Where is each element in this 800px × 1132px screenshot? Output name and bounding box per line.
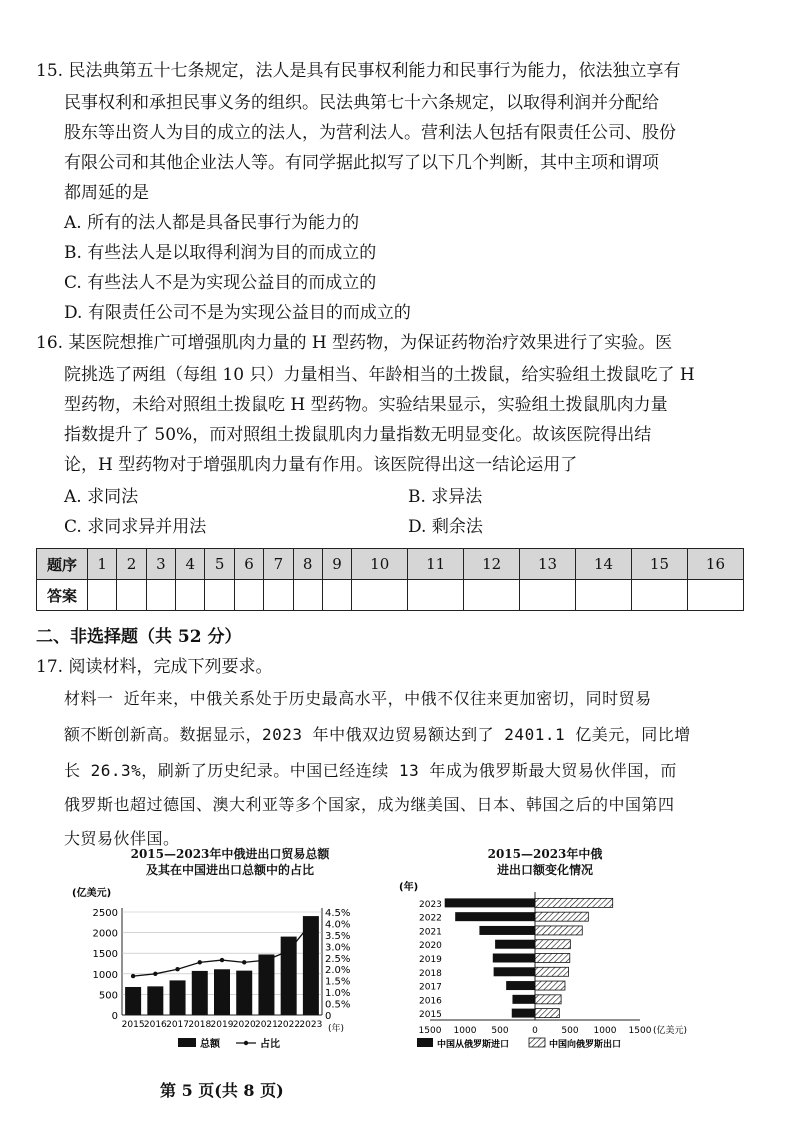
chart2-title-line2: 进出口额变化情况 xyxy=(496,863,593,877)
material-line-2: 额不断创新高。数据显示，2023 年中俄双边贸易额达到了 2401.1 亿美元，同比增 xyxy=(64,725,691,744)
q15-line-2: 民事权利和承担民事义务的组织。民法典第七十六条规定，以取得利润并分配给 xyxy=(64,93,659,113)
chart2-import-bar xyxy=(445,898,535,907)
chart1-y2tick-label: 1.5% xyxy=(325,976,351,988)
answer-cell[interactable] xyxy=(146,580,175,611)
chart1-y2tick-label: 2.0% xyxy=(325,965,351,977)
chart2-export-bar xyxy=(535,995,561,1004)
answer-table-number: 5 xyxy=(205,549,234,580)
chart1-title-line2: 及其在中国进出口总额中的占比 xyxy=(145,863,314,877)
q17-title: 17. 阅读材料，完成下列要求。 xyxy=(36,657,273,677)
answer-table-number: 4 xyxy=(176,549,205,580)
chart2-ytick-label: 2023 xyxy=(419,899,442,910)
answer-cell[interactable] xyxy=(176,580,205,611)
chart2-import-bar xyxy=(512,995,535,1004)
chart2-export-bar xyxy=(535,954,570,963)
q15-option-b: B. 有些法人是以取得利润为目的而成立的 xyxy=(64,243,377,263)
chart1-bar xyxy=(214,969,230,1015)
q15-option-d: D. 有限责任公司不是为实现公益目的而成立的 xyxy=(64,303,411,323)
chart2-import-bar xyxy=(494,967,535,976)
q15-line-4: 有限公司和其他企业法人等。有同学据此拟写了以下几个判断，其中主项和谓项 xyxy=(64,153,659,173)
answer-cell[interactable] xyxy=(293,580,322,611)
answer-cell[interactable] xyxy=(117,580,146,611)
chart1-xtick-label: 2021 xyxy=(254,1020,278,1030)
chart1-bar xyxy=(170,980,186,1015)
answer-table-number: 1 xyxy=(88,549,117,580)
chart2-import-bar xyxy=(495,940,535,949)
chart2-export-bar xyxy=(535,940,570,949)
chart1-bar xyxy=(192,971,208,1015)
chart1-ratio-point xyxy=(153,972,157,976)
chart1-xtick-label: 2016 xyxy=(143,1020,167,1030)
q15-option-c: C. 有些法人不是为实现公益目的而成立的 xyxy=(64,273,377,293)
chart1-bar xyxy=(125,987,141,1015)
chart2-xtick-label: 1000 xyxy=(593,1026,617,1036)
q16-option-d: D. 剩余法 xyxy=(408,517,483,537)
chart2-xtick-label: 1500 xyxy=(628,1026,652,1036)
chart2-legend-import-swatch xyxy=(417,1038,433,1047)
chart1-bar xyxy=(236,971,252,1015)
material-line-4: 俄罗斯也超过德国、澳大利亚等多个国家，成为继美国、日本、韩国之后的中国第四 xyxy=(64,795,675,814)
answer-cell[interactable] xyxy=(352,580,408,611)
chart2-ytick-label: 2022 xyxy=(419,913,442,924)
chart2-export-bar xyxy=(535,1009,559,1018)
chart2-ytick-label: 2017 xyxy=(419,982,442,993)
section-2-title: 二、非选择题（共 52 分） xyxy=(36,627,242,647)
chart1-legend-bar-label: 总额 xyxy=(200,1039,220,1050)
chart2-xtick-label: 500 xyxy=(491,1026,509,1036)
material-line-3: 长 26.3%，刷新了历史纪录。中国已经连续 13 年成为俄罗斯最大贸易伙伴国，而 xyxy=(64,761,677,780)
chart1-ratio-point xyxy=(309,921,313,925)
chart2-xtick-label: 1500 xyxy=(418,1026,442,1036)
answer-cell[interactable] xyxy=(205,580,234,611)
answer-table-row1-label: 题序 xyxy=(37,549,88,580)
chart2-export-bar xyxy=(535,912,588,921)
q16-line-1: 16. 某医院想推广可增强肌肉力量的 H 型药物，为保证药物治疗效果进行了实验。医 xyxy=(36,333,673,353)
chart2-export-bar xyxy=(535,926,582,935)
chart2-ytick-label: 2020 xyxy=(419,941,442,952)
answer-table-number: 7 xyxy=(264,549,293,580)
q16-line-5: 论，H 型药物对于增强肌肉力量有作用。该医院得出这一结论运用了 xyxy=(64,455,578,475)
q15-option-a: A. 所有的法人都是具备民事行为能力的 xyxy=(64,213,360,233)
chart2-legend-export-label: 中国向俄罗斯出口 xyxy=(549,1040,622,1050)
answer-cell[interactable] xyxy=(408,580,464,611)
chart1-ratio-point xyxy=(131,974,135,978)
chart1-ytick-label: 1000 xyxy=(92,969,118,981)
chart1-ytick-label: 2500 xyxy=(92,908,118,919)
chart2-import-bar xyxy=(506,981,535,990)
q16-option-c: C. 求同求异并用法 xyxy=(64,517,207,537)
chart1-y2tick-label: 3.0% xyxy=(325,942,351,954)
q16-option-b: B. 求异法 xyxy=(408,487,483,507)
chart1-y2tick-label: 3.5% xyxy=(325,930,351,942)
answer-cell[interactable] xyxy=(687,580,743,611)
chart2-ytick-label: 2021 xyxy=(419,927,442,938)
q15-line-3: 股东等出资人为目的成立的法人，为营利法人。营利法人包括有限责任公司、股份 xyxy=(64,123,676,143)
q15-line-1: 15. 民法典第五十七条规定，法人是具有民事权利能力和民事行为能力，依法独立享有 xyxy=(36,61,681,81)
chart2-import-bar xyxy=(493,954,535,963)
chart1-xtick-label: 2019 xyxy=(210,1020,234,1030)
chart2-xtick-label: 500 xyxy=(561,1026,579,1036)
answer-table-number: 6 xyxy=(234,549,263,580)
chart1-ytick-label: 1500 xyxy=(92,949,118,961)
answer-cell[interactable] xyxy=(264,580,293,611)
chart2-xlabel: (亿美元) xyxy=(653,1026,688,1036)
chart1-y2tick-label: 0.5% xyxy=(325,999,351,1011)
answer-table-number: 12 xyxy=(464,549,520,580)
answer-cell[interactable] xyxy=(322,580,351,611)
answer-table-number: 8 xyxy=(293,549,322,580)
page-number: 第 5 页(共 8 页) xyxy=(160,1081,284,1100)
answer-cell[interactable] xyxy=(632,580,688,611)
chart2-export-bar xyxy=(535,967,569,976)
chart2-import-bar xyxy=(479,926,535,935)
chart2-ytick-label: 2019 xyxy=(419,955,442,965)
chart1-bar xyxy=(281,937,297,1015)
q15-line-5: 都周延的是 xyxy=(64,183,149,203)
chart2-legend-export-swatch xyxy=(529,1038,545,1047)
answer-cell[interactable] xyxy=(576,580,632,611)
answer-table-number: 2 xyxy=(117,549,146,580)
chart2-export-bar xyxy=(535,898,613,907)
answer-table-number: 15 xyxy=(632,549,688,580)
chart1-xtick-label: 2022 xyxy=(277,1020,301,1030)
answer-table-answer-row xyxy=(37,580,744,611)
chart1-y2tick-label: 0 xyxy=(325,1011,332,1022)
q16-line-2: 院挑选了两组（每组 10 只）力量相当、年龄相当的土拨鼠，给实验组土拨鼠吃了 H xyxy=(64,365,695,385)
chart2-import-bar xyxy=(455,912,535,921)
chart1-y2tick-label: 1.0% xyxy=(325,988,351,1000)
chart1-xlabel: (年) xyxy=(328,1024,345,1034)
chart2-ytick-label: 2015 xyxy=(419,1010,442,1021)
answer-table-row2-label: 答案 xyxy=(37,580,88,611)
chart2-xtick-label: 0 xyxy=(532,1026,538,1036)
answer-cell[interactable] xyxy=(88,580,117,611)
chart1-xtick-label: 2018 xyxy=(188,1020,212,1030)
chart1-legend-bar-swatch xyxy=(178,1038,196,1047)
chart1-y2tick-label: 2.5% xyxy=(325,953,351,965)
chart1-y2tick-label: 4.5% xyxy=(325,908,351,919)
chart2-xtick-label: 1000 xyxy=(453,1026,477,1036)
q16-line-4: 指数提升了 50%，而对照组土拨鼠肌肉力量指数无明显变化。故该医院得出结 xyxy=(64,425,652,445)
answer-table-number: 14 xyxy=(576,549,632,580)
chart1-xtick-label: 2015 xyxy=(121,1020,145,1030)
chart2-import-bar xyxy=(512,1009,535,1018)
chart1-bar xyxy=(147,986,163,1015)
answer-table-number-row xyxy=(37,549,744,580)
material-line-1: 材料一 近年来，中俄关系处于历史最高水平，中俄不仅往来更加密切，同时贸易 xyxy=(64,689,652,708)
chart1-xtick-label: 2020 xyxy=(232,1020,256,1030)
chart1-ylabel: (亿美元) xyxy=(72,888,112,899)
q16-line-3: 型药物，未给对照组土拨鼠吃 H 型药物。实验结果显示，实验组土拨鼠肌肉力量 xyxy=(64,395,668,415)
chart1-xtick-label: 2023 xyxy=(299,1020,323,1030)
chart2-ylabel: (年) xyxy=(399,882,419,893)
chart2-ytick-label: 2016 xyxy=(419,996,442,1007)
chart1-ratio-point xyxy=(286,949,290,953)
chart2-export-bar xyxy=(535,981,565,990)
chart2-ytick-label: 2018 xyxy=(419,968,442,979)
chart1-y2tick-label: 4.0% xyxy=(325,919,351,931)
chart1-ratio-point xyxy=(198,960,202,964)
answer-table-number: 13 xyxy=(520,549,576,580)
chart1-legend-line-label: 占比 xyxy=(260,1039,280,1050)
chart2-title-line1: 2015—2023年中俄 xyxy=(487,847,603,861)
answer-cell[interactable] xyxy=(520,580,576,611)
chart1-legend-line-marker xyxy=(244,1041,248,1045)
answer-table-number: 11 xyxy=(408,549,464,580)
chart2-import-export xyxy=(395,878,695,1058)
chart1-xtick-label: 2017 xyxy=(166,1020,190,1030)
chart1-ratio-point xyxy=(242,960,246,964)
answer-table-number: 16 xyxy=(687,549,743,580)
chart1-bar xyxy=(258,954,274,1015)
chart1-ytick-label: 0 xyxy=(111,1011,118,1022)
chart2-legend-import-label: 中国从俄罗斯进口 xyxy=(437,1040,510,1050)
answer-table-number: 10 xyxy=(352,549,408,580)
chart1-ytick-label: 500 xyxy=(98,990,118,1002)
answer-cell[interactable] xyxy=(234,580,263,611)
chart1-trade-total xyxy=(70,878,390,1058)
material-line-5: 大贸易伙伴国。 xyxy=(64,829,180,848)
chart1-ytick-label: 2000 xyxy=(92,928,118,940)
answer-table-number: 3 xyxy=(146,549,175,580)
answer-table xyxy=(36,548,744,611)
answer-table-number: 9 xyxy=(322,549,351,580)
chart1-ratio-point xyxy=(220,958,224,962)
answer-cell[interactable] xyxy=(464,580,520,611)
chart1-ratio-point xyxy=(175,967,179,971)
q16-option-a: A. 求同法 xyxy=(64,487,139,507)
chart1-title-line1: 2015—2023年中俄进出口贸易总额 xyxy=(130,847,330,861)
chart1-ratio-point xyxy=(264,958,268,962)
